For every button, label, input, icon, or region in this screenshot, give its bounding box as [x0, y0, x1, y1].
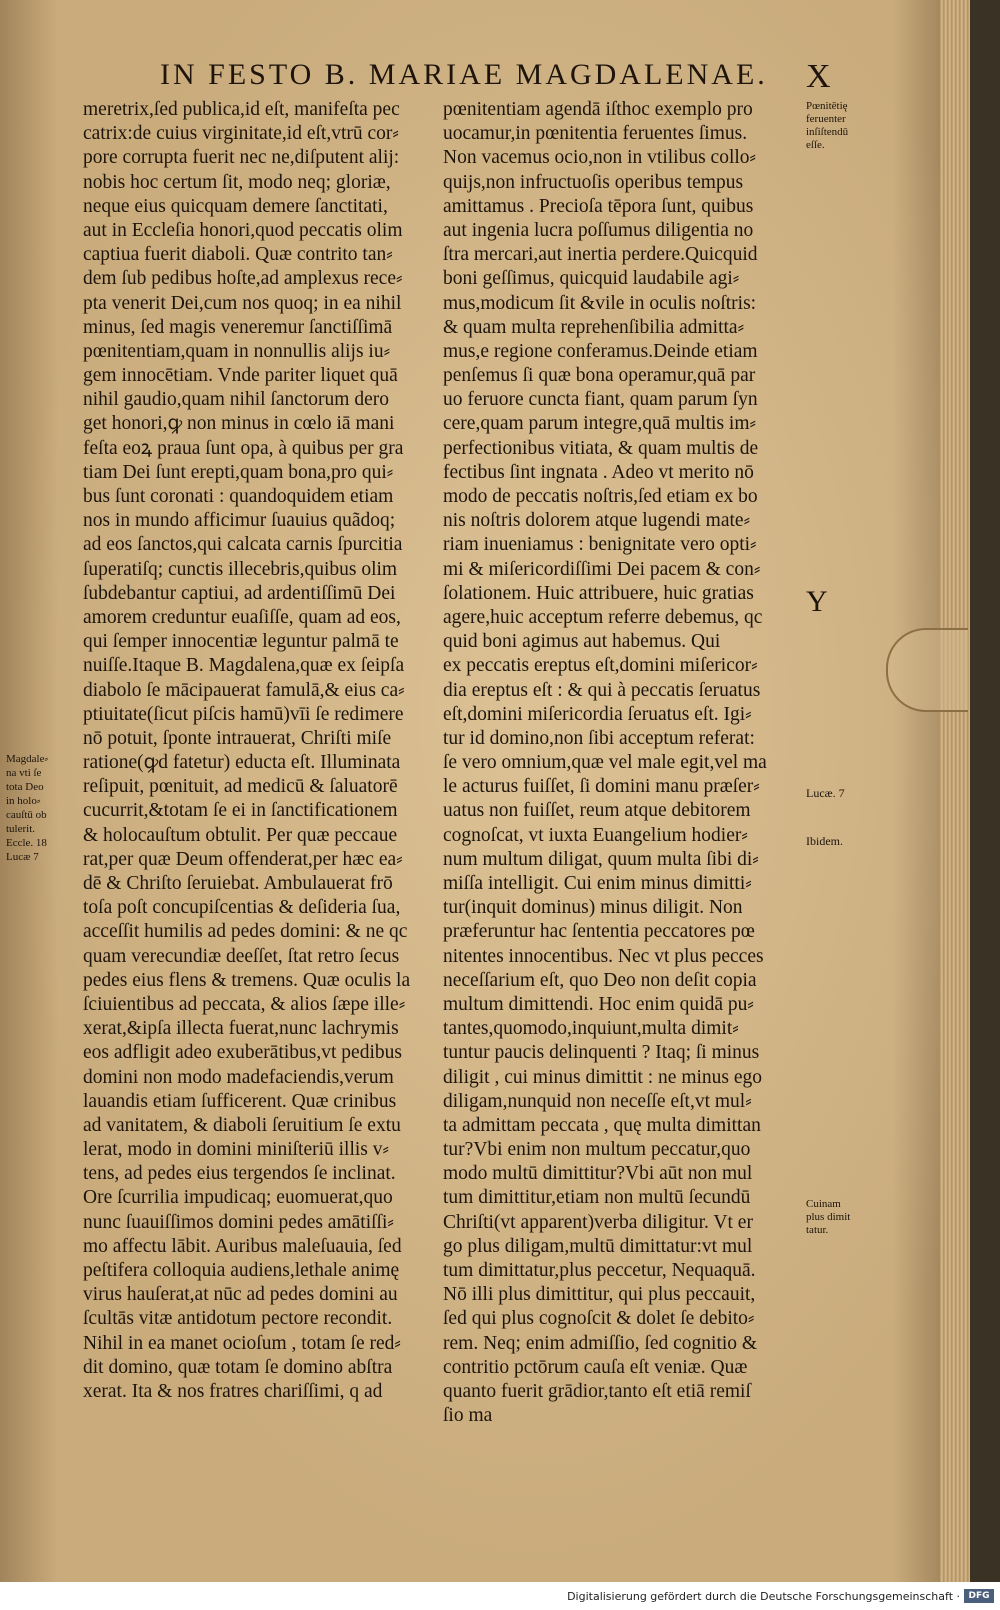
text-line: uo feruore cuncta fiant, quam parum ſyn — [443, 389, 758, 411]
page-signature: X — [806, 58, 831, 95]
margin-note-line: Magdale⸗ — [6, 753, 49, 765]
text-line: nos in mundo afficimur ſuauius quãdoq; — [83, 510, 396, 532]
text-line: neque eius quicquam demere ſanctitati, — [83, 195, 388, 217]
text-line: tur id domino,non ſibi acceptum referat: — [443, 727, 755, 749]
text-line: aut ingenia lucra poſſumus diligentia no — [443, 219, 754, 241]
text-line: miſſa intelligit. Cui enim minus dimitti⸗ — [443, 873, 752, 894]
right-text-column — [443, 98, 793, 1428]
text-line: boni geſſimus, quicquid laudabile agi⸗ — [443, 268, 740, 290]
text-line: peſtifera colloquia audiens,lethale animę — [83, 1260, 400, 1281]
text-line: ex peccatis ereptus eſt,domini miſericor⸗ — [443, 655, 758, 677]
text-line: xerat. Ita & nos fratres chariſſimi, q ad — [83, 1380, 383, 1402]
page-edge — [940, 0, 970, 1582]
text-line: qui ſemper innocentiæ leguntur palmā te — [83, 631, 399, 653]
margin-note-ibidem: Ibidem. — [806, 834, 843, 848]
margin-note-line: tatur. — [806, 1224, 829, 1236]
text-line: ad vanitatem, & diaboli ſeruitium ſe extu — [83, 1114, 401, 1136]
text-line: tantes,quomodo,inquiunt,multa dimit⸗ — [443, 1018, 739, 1040]
running-head: IN FESTO B. MARIAE MAGDALENAE. — [160, 58, 768, 91]
text-line: contritio pctōrum cauſa eſt veniæ. Quæ — [443, 1356, 748, 1378]
dfg-logo-icon: DFG — [964, 1589, 994, 1603]
margin-note-line: Cuinam — [806, 1198, 841, 1210]
text-line: Nihil in ea manet ocioſum , totam ſe red⸗ — [83, 1332, 401, 1354]
text-line: amorem creduntur euaſiſſe, quam ad eos, — [83, 606, 401, 628]
text-line: nō potuit, ſponte intrauerat, Chriſti miſe — [83, 727, 392, 749]
text-line: agere,huic acceptum referre debemus, qc — [443, 606, 763, 628]
text-line: acceſſit humilis ad pedes domini: & ne qc — [83, 921, 408, 943]
text-line: ad eos ſanctos,qui calcata carnis ſpurcitia — [83, 534, 403, 556]
text-line: Non vacemus ocio,non in vtilibus collo⸗ — [443, 147, 757, 169]
text-line: dit domino, quæ totam ſe domino abſtra — [83, 1356, 393, 1378]
text-line: dem ſub pedibus hoſte,ad amplexus rece⸗ — [83, 268, 403, 290]
text-line: dia ereptus eſt : & qui à peccatis ſeruatus — [443, 679, 761, 701]
text-line: uatus non fuiſſet, reum atque debitorem — [443, 800, 751, 822]
text-line: dē & Chriſto ſeruiebat. Ambulauerat frō — [83, 873, 393, 894]
text-line: multum dimittendi. Hoc enim quidā pu⸗ — [443, 993, 754, 1015]
text-line: tur?Vbi enim non multum peccatur,quo — [443, 1139, 751, 1161]
text-line: tum dimittatur,plus peccetur, Nequaquā. — [443, 1260, 756, 1281]
text-line: modo de peccatis noſtris,ſed etiam ex bo — [443, 486, 758, 507]
margin-note-line: cauſtū ob — [6, 809, 47, 821]
text-line: mi & miſericordiſſimi Dei pacem & con⸗ — [443, 558, 761, 580]
text-line: tens, ad pedes eius tergendos ſe inclinat. — [83, 1163, 396, 1185]
text-line: Nō illi plus dimittitur, qui plus peccauit, — [443, 1284, 756, 1306]
text-line: ſtra mercari,aut inertia perdere.Quicquid — [443, 244, 758, 266]
text-line: num multum diligat, quum multa ſibi di⸗ — [443, 848, 759, 870]
text-line: ſed qui plus cognoſcit & dolet ſe debito⸗ — [443, 1308, 755, 1330]
text-line: modo multū dimittitur?Vbi aūt non mul — [443, 1163, 753, 1185]
text-line: uocamur,in pœnitentia feruentes ſimus. — [443, 123, 748, 145]
text-line: ſcultās vitæ antidotum pectore recondit. — [83, 1308, 393, 1330]
page-tab — [886, 628, 968, 712]
margin-note-line: Lucæ 7 — [6, 851, 39, 863]
text-line: rem. Neq; enim admiſſio, ſed cognitio & — [443, 1332, 758, 1354]
text-line: pedes eius flens & tremens. Quæ oculis la — [83, 969, 411, 991]
text-line: nis noſtris dolorem atque lugendi mate⸗ — [443, 510, 751, 532]
text-line: diligit , cui minus dimittit : ne minus ego — [443, 1066, 763, 1088]
margin-note-line: eſſe. — [806, 139, 825, 151]
margin-note-magdalena — [6, 752, 48, 864]
margin-note-line: tota Deo — [6, 781, 44, 793]
text-line: quid boni agimus aut habemus. Qui — [443, 631, 721, 653]
text-line: ſe vero omnium,quæ vel male egit,vel ma — [443, 752, 767, 774]
text-line: pta venerit Dei,cum nos quoq; in ea nihil — [83, 292, 402, 314]
margin-note-line: inſiſtendū — [806, 126, 849, 138]
text-line: le acturus fuiſſet, ſi domini manu præſer⸗ — [443, 776, 760, 798]
text-line: penſemus ſi quæ bona operamur,quā par — [443, 365, 756, 387]
text-line: bus ſunt coronati : quandoquidem etiam — [83, 486, 394, 507]
text-line: catrix:de cuius virginitate,id eſt,vtrū cor⸗ — [83, 123, 399, 145]
margin-note-cuinam — [806, 1198, 850, 1237]
text-line: cere,quam parum integre,quā multis im⸗ — [443, 413, 756, 435]
text-line: diligam,nunquid non neceſſe eſt,vt mul⸗ — [443, 1090, 752, 1112]
text-line: nobis hoc certum ſit, modo neq; gloriæ, — [83, 171, 391, 193]
text-line: cucurrit,&totam ſe ei in ſanctificationem — [83, 800, 398, 822]
text-line: tum dimittitur,etiam non multū ſecundū — [443, 1187, 751, 1209]
text-line: go plus diligam,multū dimittatur:vt mul — [443, 1235, 753, 1257]
text-line: & holocauſtum obtulit. Per quæ peccaue — [83, 824, 398, 846]
margin-note-line: tulerit. — [6, 823, 36, 835]
text-line: pœnitentiam,quam in nonnullis alijs iu⸗ — [83, 340, 391, 362]
text-line: tuntur paucis delinquenti ? Itaq; ſi minus — [443, 1042, 760, 1064]
text-line: nunc ſuauiſſimos domini pedes amātiſſi⸗ — [83, 1211, 394, 1233]
margin-note-lucae: Lucæ. 7 — [806, 786, 845, 800]
text-line: Ore ſcurrilia impudicaq; euomuerat,quo — [83, 1187, 393, 1209]
text-line: pœnitentiam agendā iſthoc exemplo pro — [443, 99, 753, 120]
text-line: ratione(ꝙd fatetur) educta eſt. Illuminata — [83, 752, 401, 774]
text-line: mus,e regione conferamus.Deinde etiam — [443, 340, 758, 362]
text-line: nitentes innocentibus. Nec vt plus pecces — [443, 945, 764, 967]
text-line: meretrix,ſed publica,id eſt, manifeſta pec — [83, 99, 400, 120]
text-line: eſt,domini miſericordia ſeruatus eſt. Igi⸗ — [443, 703, 752, 725]
text-line: neceſſarium eſt, quo Deo non deſit copia — [443, 969, 757, 991]
text-line: quam verecundiæ deeſſet, ſtat retro ſecus — [83, 945, 400, 967]
text-line: mo affectu lābit. Auribus maleſuauia, ſed — [83, 1235, 402, 1257]
text-line: præferuntur hac ſententia peccatores pœ — [443, 921, 755, 943]
text-line: xerat,&ipſa illecta fuerat,nunc lachrymis — [83, 1018, 399, 1040]
text-line: fectibus ſint ingnata . Adeo vt merito nō — [443, 461, 754, 483]
margin-note-line: Eccle. 18 — [6, 837, 47, 849]
text-line: domini non modo madefaciendis,verum — [83, 1066, 394, 1088]
text-line: Chriſti(vt apparent)verba diligitur. Vt er — [443, 1211, 753, 1233]
text-line: amittamus . Precioſa tēpora ſunt, quibus — [443, 195, 754, 217]
text-line: minus, ſed magis veneremur ſanctiſſimā — [83, 316, 393, 338]
text-line: feſta eoꝝ praua ſunt opa, à quibus per gra — [83, 437, 404, 459]
text-line: perfectionibus vitiata, & quam multis de — [443, 437, 759, 459]
text-line: tur(inquit dominus) minus diligit. Non — [443, 897, 743, 919]
margin-signature-mark: Y — [806, 585, 828, 618]
footer-bar — [0, 1582, 1000, 1610]
text-line: nihil gaudio,quam nihil ſanctorum dero — [83, 389, 389, 411]
text-line: cognoſcat, vt iuxta Euangelium hodier⸗ — [443, 824, 748, 846]
margin-note-line: plus dimit — [806, 1211, 851, 1223]
text-line: ſciuientibus ad peccata, & alios ſæpe ille⸗ — [83, 993, 406, 1015]
text-line: gem innocētiam. Vnde pariter liquet quā — [83, 365, 398, 387]
text-line: pore corrupta fuerit nec ne,diſputent alij: — [83, 147, 400, 169]
margin-note-line: feruenter — [806, 113, 846, 125]
text-line: ſuperatiſq; cunctis illecebris,quibus olim — [83, 558, 398, 580]
text-line: ſolationem. Huic attribuere, huic gratias — [443, 582, 754, 604]
footer-credit: Digitalisierung gefördert durch die Deutsche Forschungsgemeinschaft · — [567, 1590, 960, 1603]
text-line: mus,modicum ſit &vile in oculis noſtris: — [443, 292, 757, 314]
text-line: quanto fuerit grādior,tanto eſt etiā remiſ — [443, 1380, 751, 1402]
text-line: ptiuitate(ſicut piſcis hamū)vīi ſe redimere — [83, 703, 404, 725]
text-line: ſio ma — [443, 1405, 493, 1427]
text-line: ſubdebantur captiui, ad ardentiſſimū Dei — [83, 582, 396, 604]
text-line: eos adfligit adeo exuberātibus,vt pedibus — [83, 1042, 402, 1064]
text-line: diabolo ſe mācipauerat famulā,& eius ca⸗ — [83, 679, 405, 701]
text-line: quijs,non infructuoſis operibus tempus — [443, 171, 744, 193]
left-text-column — [83, 98, 428, 1404]
text-line: & quam multa reprehenſibilia admitta⸗ — [443, 316, 745, 338]
text-line: riam inueniamus : benignitate vero opti⸗ — [443, 534, 757, 556]
text-line: toſa poſt concupiſcentias & deſideria ſua, — [83, 897, 401, 919]
margin-note-line: na vti ſe — [6, 767, 42, 779]
text-line: ta admittam peccata , quę multa dimittan — [443, 1114, 761, 1136]
text-line: lerat, modo in domini miniſteriū illis v⸗ — [83, 1139, 390, 1161]
text-line: lauandis etiam ſufficerent. Quæ crinibus — [83, 1090, 397, 1112]
text-line: get honori,ꝙ non minus in cœlo iā mani — [83, 413, 395, 435]
text-line: rat,per quæ Deum offenderat,per hæc ea⸗ — [83, 848, 403, 870]
text-line: tiam Dei ſunt erepti,quam bona,pro qui⸗ — [83, 461, 394, 483]
text-line: aut in Eccleſia honori,quod peccatis olim — [83, 219, 403, 241]
text-line: captiua fuerit diaboli. Quæ contrito tan⸗ — [83, 244, 393, 266]
text-line: reſipuit, pœnituit, ad medicū & ſaluatorē — [83, 776, 398, 798]
text-line: nuiſſe.Itaque B. Magdalena,quæ ex ſeipſa — [83, 655, 405, 677]
margin-note-line: Pœnitētię — [806, 100, 848, 112]
text-line: virus hauſerat,at nūc ad pedes domini au — [83, 1284, 398, 1306]
margin-note-line: in holo⸗ — [6, 795, 41, 807]
margin-note-poenitentiae — [806, 100, 848, 152]
